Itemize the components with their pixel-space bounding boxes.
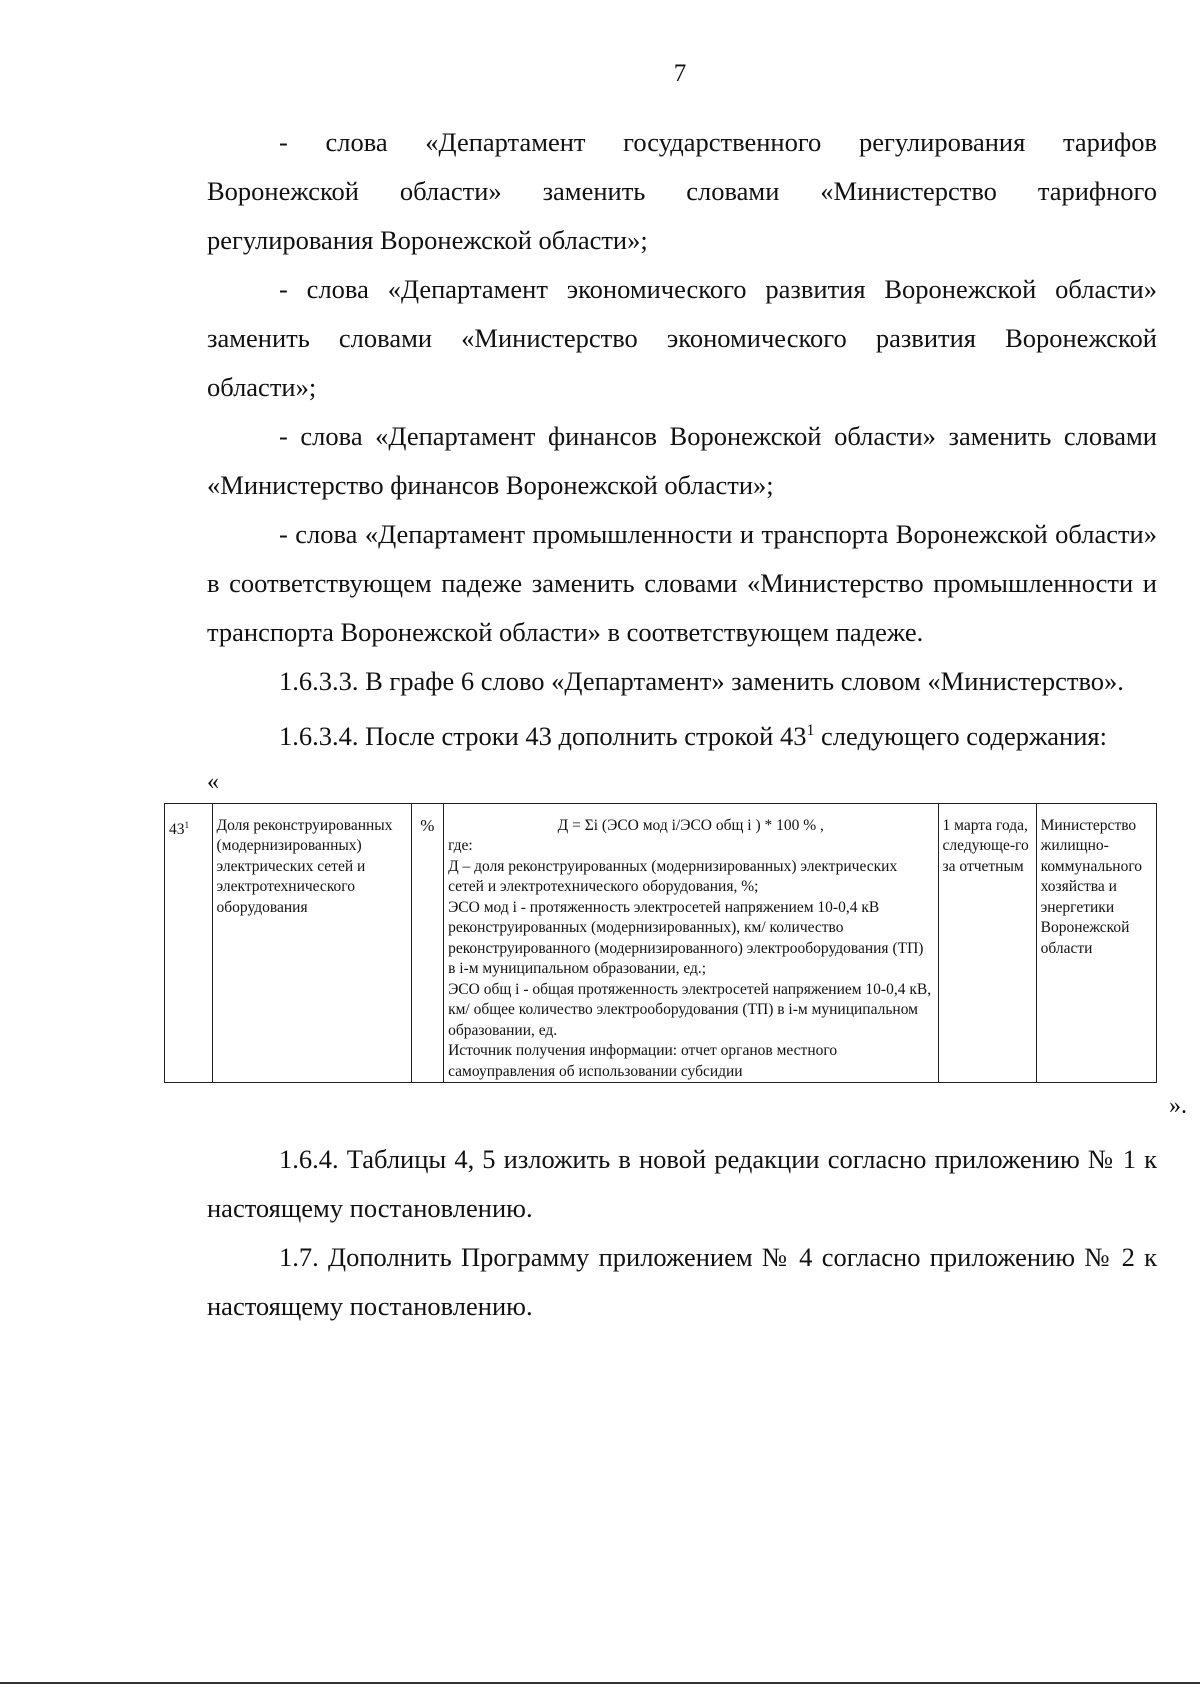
paragraph-text: - слова «Департамент промышленности и транспорта Воронежской области» в соответствующем падеже заменить словами «Министерство промышленности и транспорта Воронежской области» в соответствующем падеже. [207, 519, 1157, 647]
opening-quote: « [207, 768, 219, 795]
paragraph-text: - слова «Департамент государственного регулирования тарифов Воронежской области» заменить словами «Министерство тарифного регулирования Воронежской области»; [207, 127, 1157, 255]
paragraph [207, 1233, 1157, 1331]
method-line: где: [448, 837, 473, 855]
formula: Д = Σi (ЭСО мод i/ЭСО общ i ) * 100 % , [557, 816, 824, 834]
table-row [165, 803, 1157, 1083]
document-body [169, 118, 1187, 1331]
deadline-cell: 1 марта года, следующе-го за отчетным [938, 803, 1036, 1083]
closing-quote: ». [1169, 1093, 1187, 1120]
row-number-cell [165, 803, 213, 1083]
method-line: Д – доля реконструированных (модернизированных) электрических сетей и электротехнического оборудования, %; [448, 857, 898, 896]
paragraph [207, 510, 1157, 657]
paragraph-text: 1.6.3.3. В графе 6 слово «Департамент» заменить словом «Министерство». [279, 666, 1124, 696]
method-line: Источник получения информации: отчет органов местного самоуправления об использовании субсидии [448, 1042, 838, 1080]
paragraph-text: следующего содержания: [814, 720, 1107, 751]
paragraph-text: 1.6.3.4. После строки 43 дополнить строкой 43 [279, 720, 807, 751]
paragraph-text: 1.6.4. Таблицы 4, 5 изложить в новой редакции согласно приложению № 1 к настоящему постановлению. [207, 1144, 1157, 1224]
indicator-name-cell: Доля реконструированных (модернизированных) электрических сетей и электротехнического оборудования [212, 803, 411, 1083]
paragraph-text: - слова «Департамент экономического развития Воронежской области» заменить словами «Министерство экономического развития Воронежской области»; [207, 274, 1157, 402]
paragraph-1634 [207, 706, 1157, 761]
method-line: ЭСО общ i - общая протяженность электросетей напряжением 10-0,4 кВ, км/ общее количество электрооборудования (ТП) в i-м муниципальном образовании, ед. [448, 980, 932, 1039]
paragraph [207, 265, 1157, 412]
calculation-method-cell [444, 803, 938, 1083]
unit-cell: % [411, 803, 443, 1083]
footer-divider [0, 1682, 1200, 1684]
row-number-sup: 1 [184, 820, 190, 831]
paragraph [207, 412, 1157, 510]
row-number: 43 [169, 820, 185, 838]
paragraph [207, 118, 1157, 265]
paragraph [207, 1135, 1157, 1233]
paragraph [207, 657, 1157, 706]
superscript: 1 [806, 722, 815, 739]
indicator-table [164, 803, 1157, 1084]
method-line: ЭСО мод i - протяженность электросетей напряжением 10-0,4 кВ реконструированных (модернизированных), км/ количество реконструированного (модернизированного) электрооборудования (ТП) в i-м муниципальном образовании, ед.; [448, 898, 924, 978]
paragraph-text: - слова «Департамент финансов Воронежской области» заменить словами «Министерство финансов Воронежской области»; [207, 421, 1157, 500]
page-number: 7 [673, 60, 687, 87]
paragraph-text: 1.7. Дополнить Программу приложением № 4 согласно приложению № 2 к настоящему постановлению. [207, 1242, 1157, 1322]
responsible-cell: Министерство жилищно-коммунального хозяйства и энергетики Воронежской области [1036, 803, 1156, 1083]
